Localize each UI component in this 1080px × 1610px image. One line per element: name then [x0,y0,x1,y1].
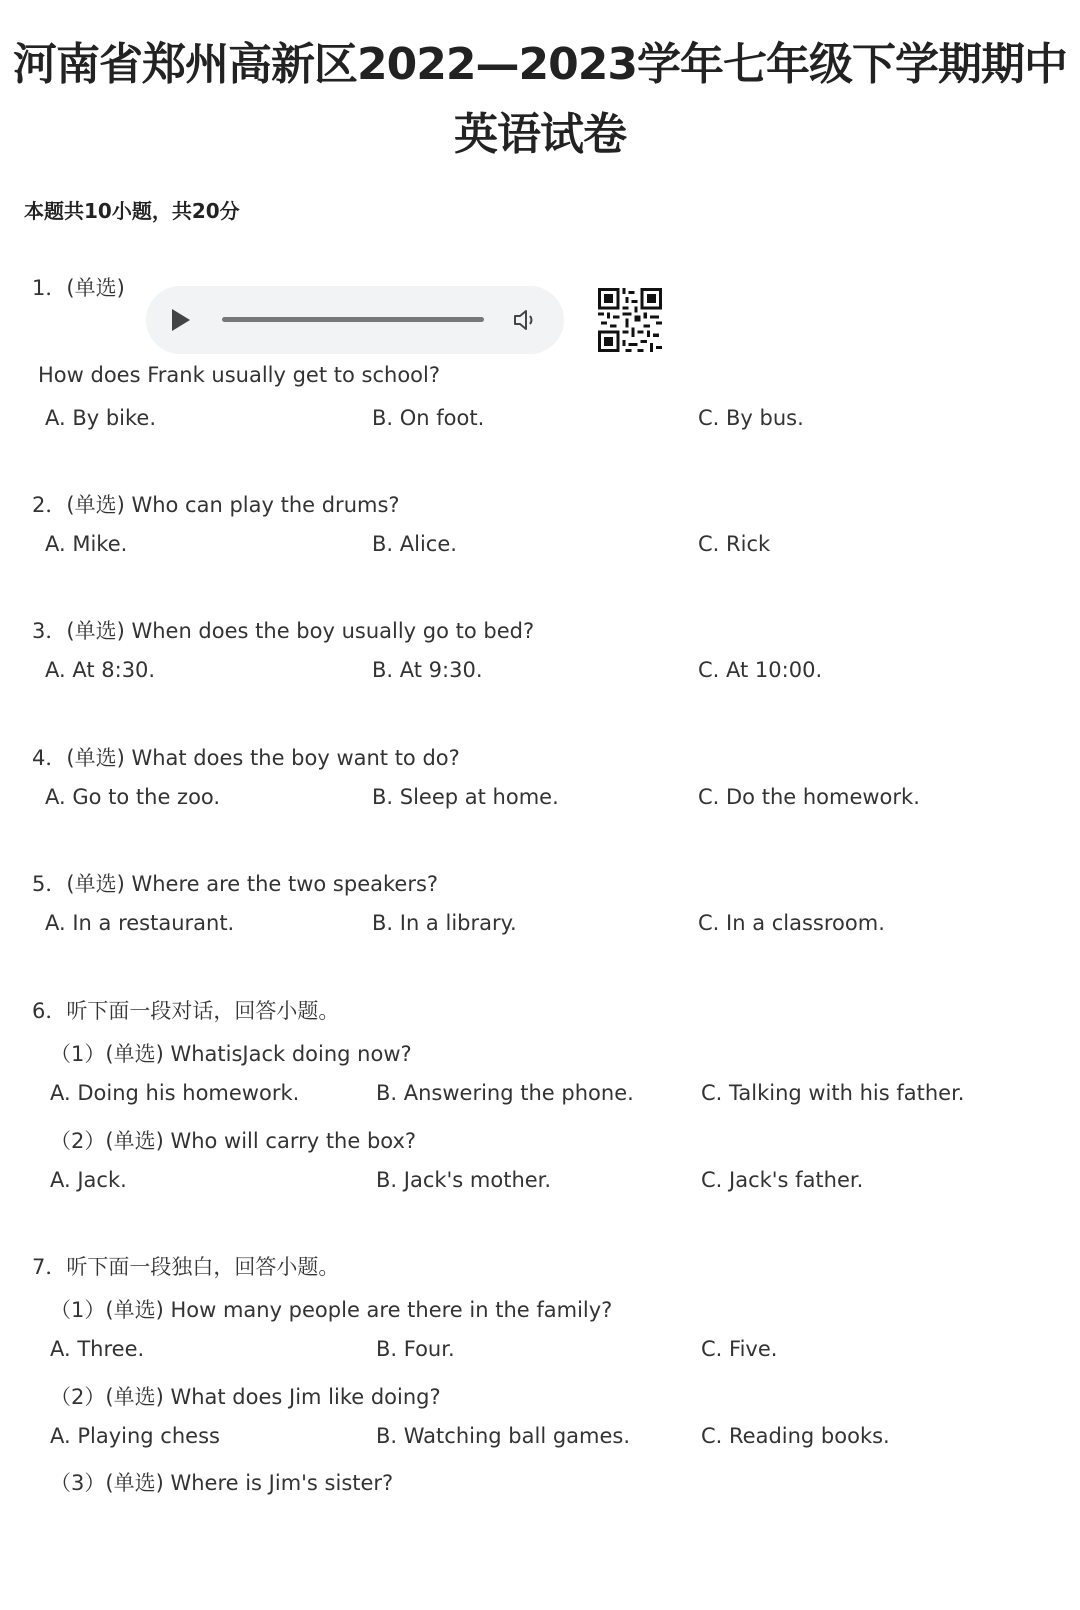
question-1-header [32,272,125,302]
option-c[interactable]: C. Five. [701,1337,778,1361]
option-b[interactable]: B. In a library. [372,911,517,935]
option-c[interactable]: C. Do the homework. [698,785,920,809]
question-1-text: How does Frank usually get to school? [38,363,440,387]
question-type: (单选) [66,619,125,643]
option-a[interactable]: A. Playing chess [50,1424,220,1448]
question-type: (单选) [105,1298,164,1322]
question-number: 2． [32,493,67,517]
option-b[interactable]: B. Watching ball games. [376,1424,631,1448]
section-summary: 本题共10小题，共20分 [24,199,240,223]
question-text: WhatisJack doing now? [170,1042,412,1066]
page-title-line1: 河南省郑州高新区2022—2023学年七年级下学期期中 [13,39,1067,90]
sub-question-number: （3） [50,1471,106,1495]
question-number: 5． [32,872,67,896]
option-a[interactable]: A. Jack. [50,1168,127,1192]
question-text: What does the boy want to do? [131,746,460,770]
option-a[interactable]: A. At 8:30. [45,658,156,682]
sub-question-7-3 [50,1467,393,1497]
question-number: 3． [32,619,67,643]
sub-question-6-2 [50,1125,416,1155]
question-5-text [32,868,438,898]
sub-question-number: （2） [50,1129,106,1153]
sub-question-7-2 [50,1381,441,1411]
option-c[interactable]: C. In a classroom. [698,911,885,935]
question-intro: 听下面一段对话，回答小题。 [66,999,340,1023]
question-6-intro [32,995,339,1025]
question-type: (单选) [66,493,125,517]
option-b[interactable]: B. Jack's mother. [376,1168,552,1192]
option-b[interactable]: B. On foot. [372,406,485,430]
question-type: (单选) [105,1471,164,1495]
question-2-text [32,489,400,519]
option-a[interactable]: A. Mike. [45,532,128,556]
option-a[interactable]: A. By bike. [45,406,157,430]
option-c[interactable]: C. Talking with his father. [701,1081,965,1105]
option-b[interactable]: B. At 9:30. [372,658,483,682]
option-c[interactable]: C. Jack's father. [701,1168,864,1192]
option-a[interactable]: A. Three. [50,1337,145,1361]
question-number: 1． [32,276,67,300]
option-a[interactable]: A. In a restaurant. [45,911,235,935]
option-c[interactable]: C. By bus. [698,406,804,430]
option-b[interactable]: B. Alice. [372,532,457,556]
audio-progress-bar[interactable] [222,317,484,322]
volume-icon[interactable] [512,307,538,333]
question-type: (单选) [105,1042,164,1066]
question-intro: 听下面一段独白，回答小题。 [66,1255,340,1279]
sub-question-7-1 [50,1294,612,1324]
question-3-text [32,615,534,645]
question-type: (单选) [66,872,125,896]
option-c[interactable]: C. Rick [698,532,771,556]
question-text: Where are the two speakers? [131,872,439,896]
option-b[interactable]: B. Answering the phone. [376,1081,634,1105]
option-c[interactable]: C. At 10:00. [698,658,823,682]
question-number: 6． [32,999,67,1023]
sub-question-number: （1） [50,1298,106,1322]
question-text: What does Jim like doing? [170,1385,441,1409]
sub-question-number: （1） [50,1042,106,1066]
play-icon[interactable] [172,309,190,331]
audio-player [146,286,564,354]
question-4-text [32,742,460,772]
question-type: (单选) [105,1129,164,1153]
question-text: Who can play the drums? [131,493,400,517]
option-b[interactable]: B. Sleep at home. [372,785,559,809]
page-title-line2: 英语试卷 [454,109,626,160]
question-text: Where is Jim's sister? [170,1471,394,1495]
question-number: 7． [32,1255,67,1279]
question-type: (单选) [66,276,125,300]
question-text: Who will carry the box? [170,1129,417,1153]
qr-code-icon [598,288,662,352]
question-text: How many people are there in the family? [170,1298,613,1322]
option-a[interactable]: A. Go to the zoo. [45,785,221,809]
sub-question-6-1 [50,1038,412,1068]
question-7-intro [32,1251,339,1281]
question-type: (单选) [66,746,125,770]
question-text: When does the boy usually go to bed? [131,619,535,643]
question-type: (单选) [105,1385,164,1409]
question-number: 4． [32,746,67,770]
sub-question-number: （2） [50,1385,106,1409]
option-b[interactable]: B. Four. [376,1337,455,1361]
option-c[interactable]: C. Reading books. [701,1424,890,1448]
option-a[interactable]: A. Doing his homework. [50,1081,300,1105]
